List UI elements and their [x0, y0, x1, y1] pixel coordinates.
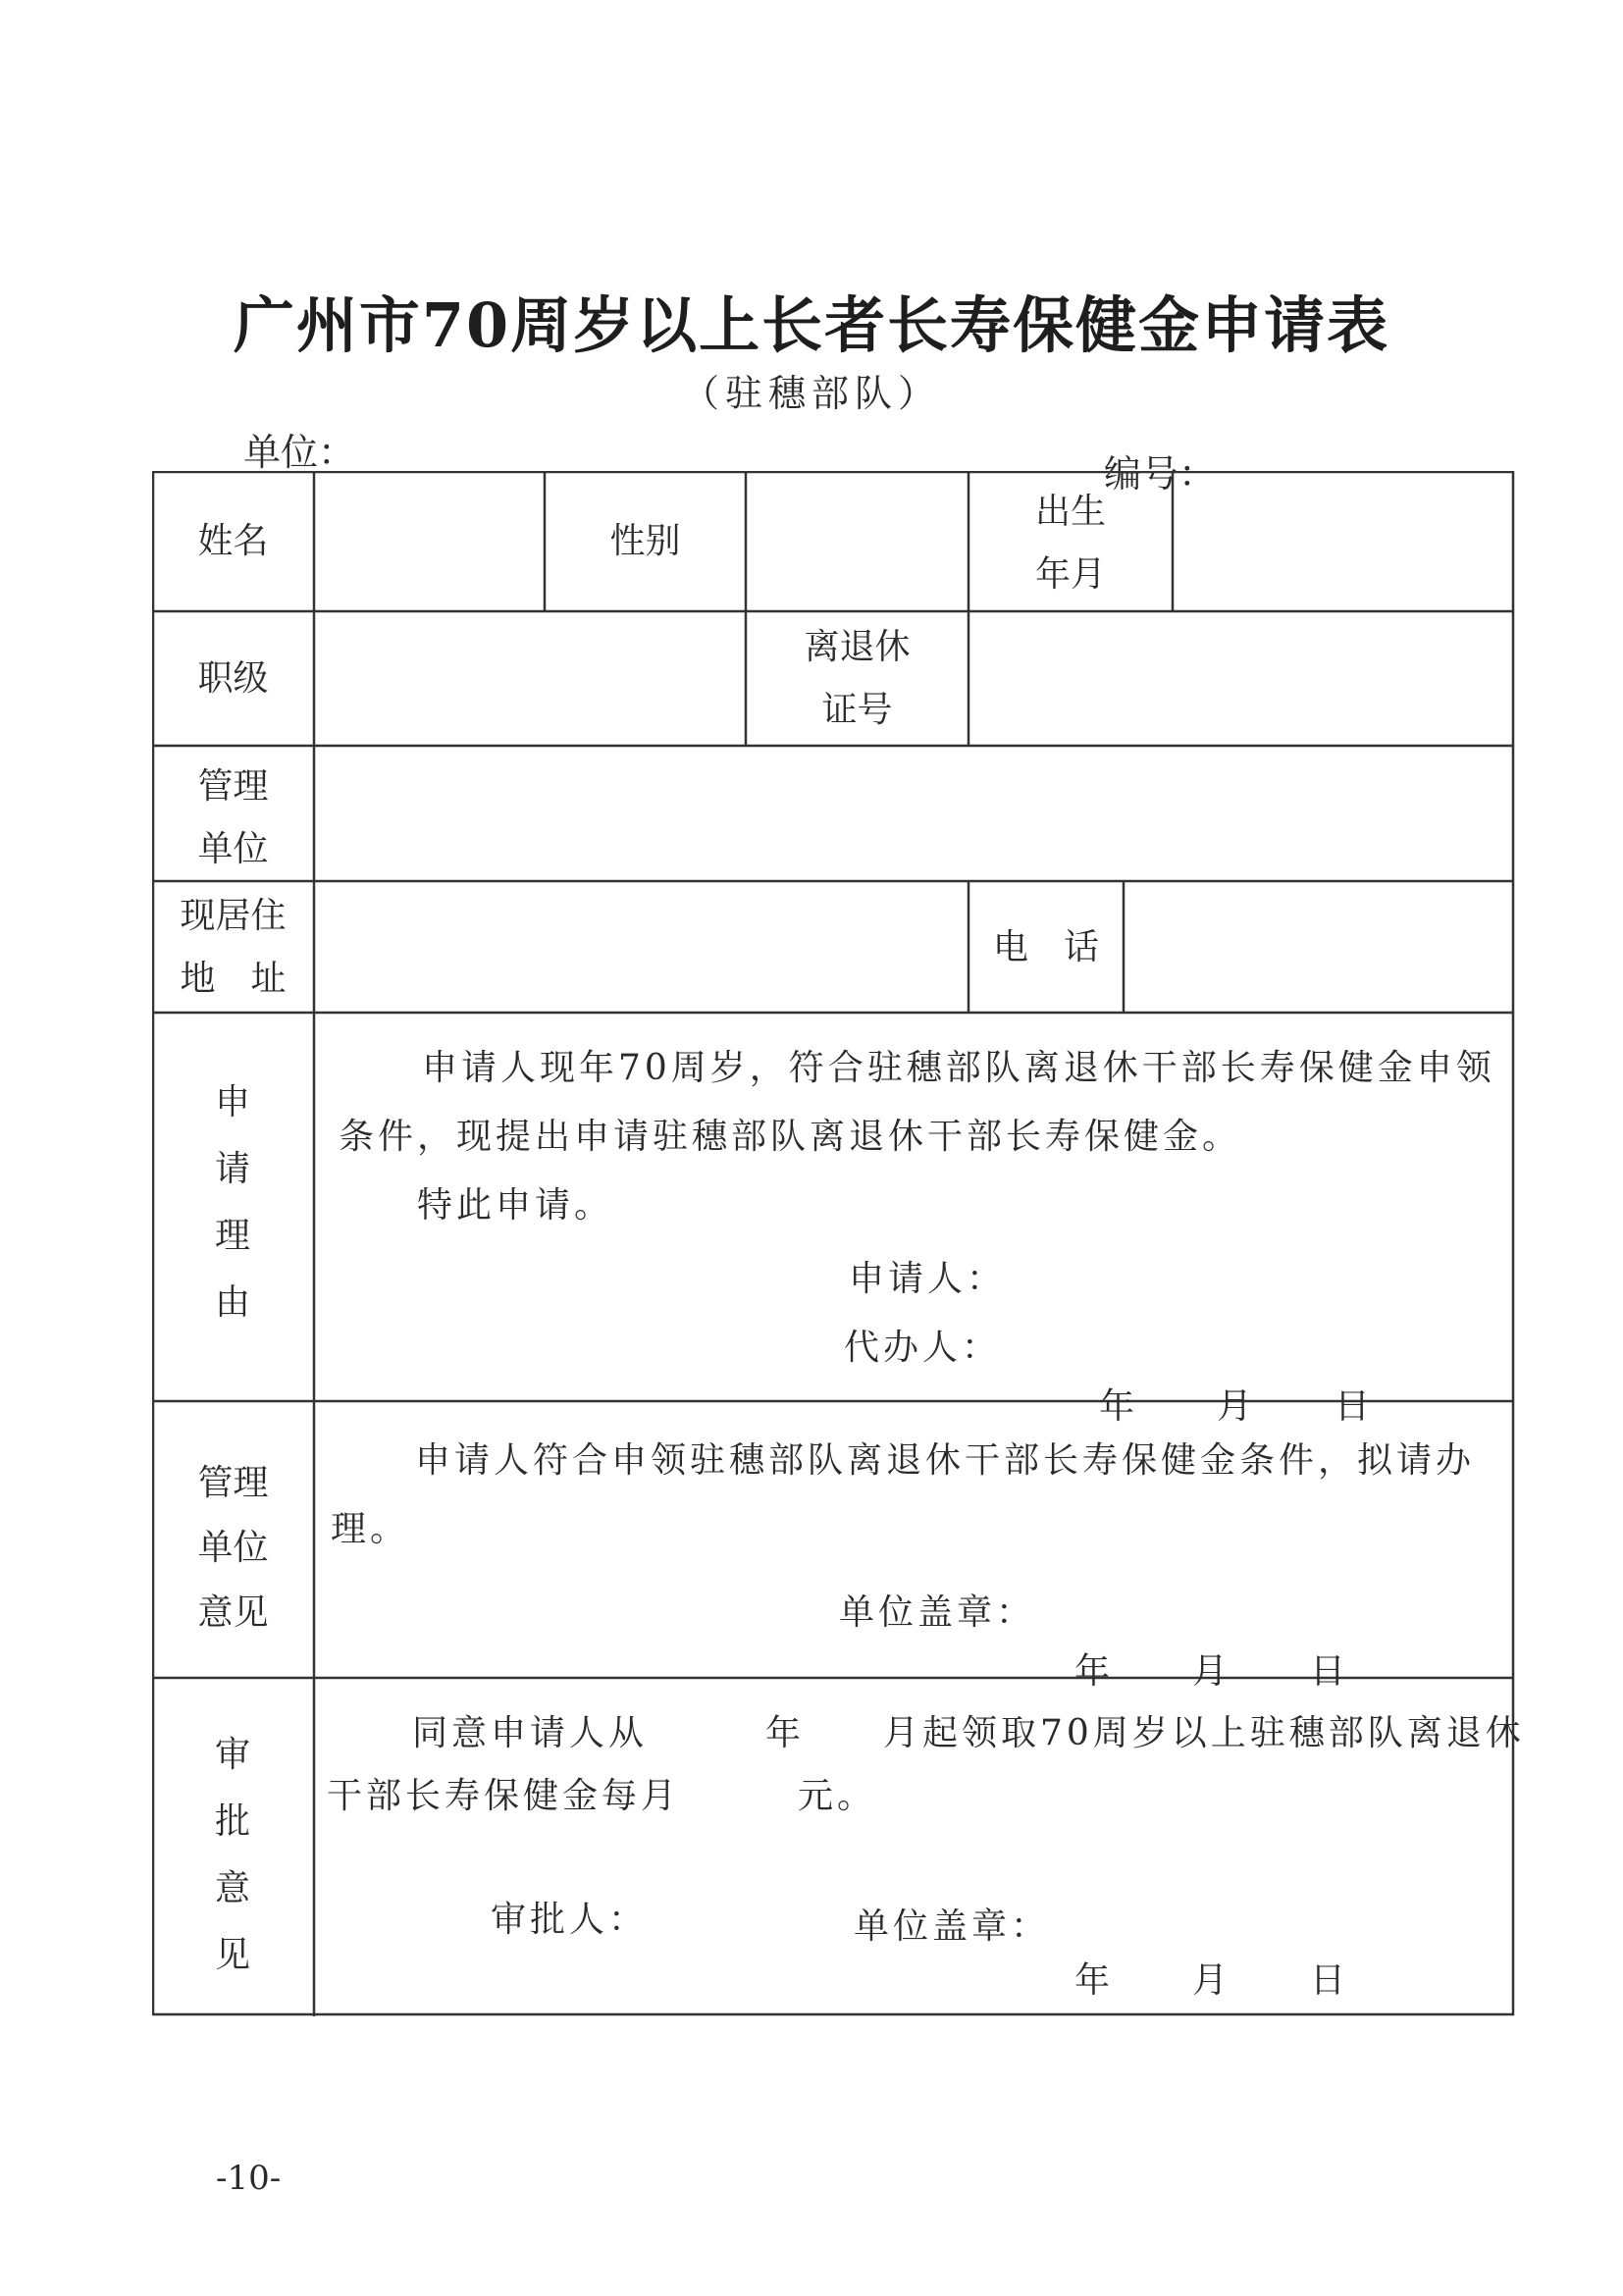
address-label-line2: 地 址	[180, 959, 287, 999]
birth-label-line1: 出生	[1034, 492, 1106, 532]
opinion-label-line2: 单位	[197, 1528, 269, 1568]
address-field[interactable]	[317, 884, 967, 1011]
approval-char: 批	[214, 1801, 250, 1842]
rank-label: 职级	[197, 658, 269, 699]
opinion-date: 年 月 日	[1074, 1651, 1350, 1692]
phone-field[interactable]	[1126, 884, 1511, 1011]
opinion-label-line1: 管理	[197, 1463, 269, 1503]
approval-text-line1: 同意申请人从 年 月起领取70周岁以上驻穗部队离退休	[412, 1713, 1525, 1753]
reason-text-line1: 申请人现年70周岁，符合驻穗部队离退休干部长寿保健金申领	[422, 1048, 1495, 1088]
applicant-label: 申请人：	[849, 1259, 1007, 1299]
reason-date: 年 月 日	[1099, 1386, 1375, 1427]
address-label-line1: 现居住	[180, 896, 287, 936]
gender-field[interactable]	[749, 475, 967, 608]
page-number: -10-	[216, 2159, 282, 2198]
reason-char: 请	[214, 1149, 250, 1189]
cert-number-field[interactable]	[971, 614, 1511, 744]
agent-label: 代办人：	[844, 1328, 1002, 1368]
name-label: 姓名	[197, 521, 269, 561]
reason-char: 申	[214, 1082, 250, 1122]
mgmt-unit-label-line2: 单位	[197, 829, 269, 869]
gender-label: 性别	[609, 521, 681, 561]
approval-char: 意	[214, 1868, 250, 1908]
approval-label	[193, 1722, 272, 1989]
approval-char: 审	[214, 1735, 250, 1775]
name-field[interactable]	[317, 475, 543, 608]
approval-char: 见	[214, 1935, 250, 1975]
reason-char: 由	[214, 1282, 250, 1323]
cert-label-line2: 证号	[821, 690, 893, 730]
mgmt-unit-label-line1: 管理	[197, 766, 269, 807]
approval-date: 年 月 日	[1074, 1960, 1350, 2001]
reason-label	[193, 1070, 272, 1336]
mgmt-unit-field[interactable]	[317, 749, 1511, 879]
opinion-text-line1: 申请人符合申领驻穗部队离退休干部长寿保健金条件，拟请办	[415, 1440, 1476, 1481]
unit-seal-label: 单位盖章：	[839, 1592, 1036, 1633]
form-subtitle: （驻穗部队）	[681, 372, 941, 415]
approval-text-line2: 干部长寿保健金每月 元。	[327, 1776, 877, 1816]
form-title: 广州市70周岁以上长者长寿保健金申请表	[233, 289, 1390, 361]
number-label: 编号：	[1104, 452, 1217, 496]
reason-char: 理	[214, 1216, 250, 1256]
birth-label-line2: 年月	[1034, 554, 1106, 595]
approver-label: 审批人：	[491, 1900, 649, 1940]
approval-seal-label: 单位盖章：	[854, 1906, 1051, 1947]
opinion-text-line2: 理。	[331, 1509, 410, 1549]
application-form-table	[152, 471, 1525, 2016]
opinion-label-line3: 意见	[197, 1592, 269, 1633]
unit-label: 单位：	[243, 431, 356, 474]
birth-date-field[interactable]	[1176, 475, 1511, 608]
rank-field[interactable]	[317, 614, 744, 744]
reason-text-line2: 条件，现提出申请驻穗部队离退休干部长寿保健金。	[339, 1117, 1242, 1157]
phone-label: 电 话	[992, 927, 1099, 967]
reason-text-line3: 特此申请。	[417, 1185, 614, 1226]
cert-label-line1: 离退休	[804, 627, 911, 667]
